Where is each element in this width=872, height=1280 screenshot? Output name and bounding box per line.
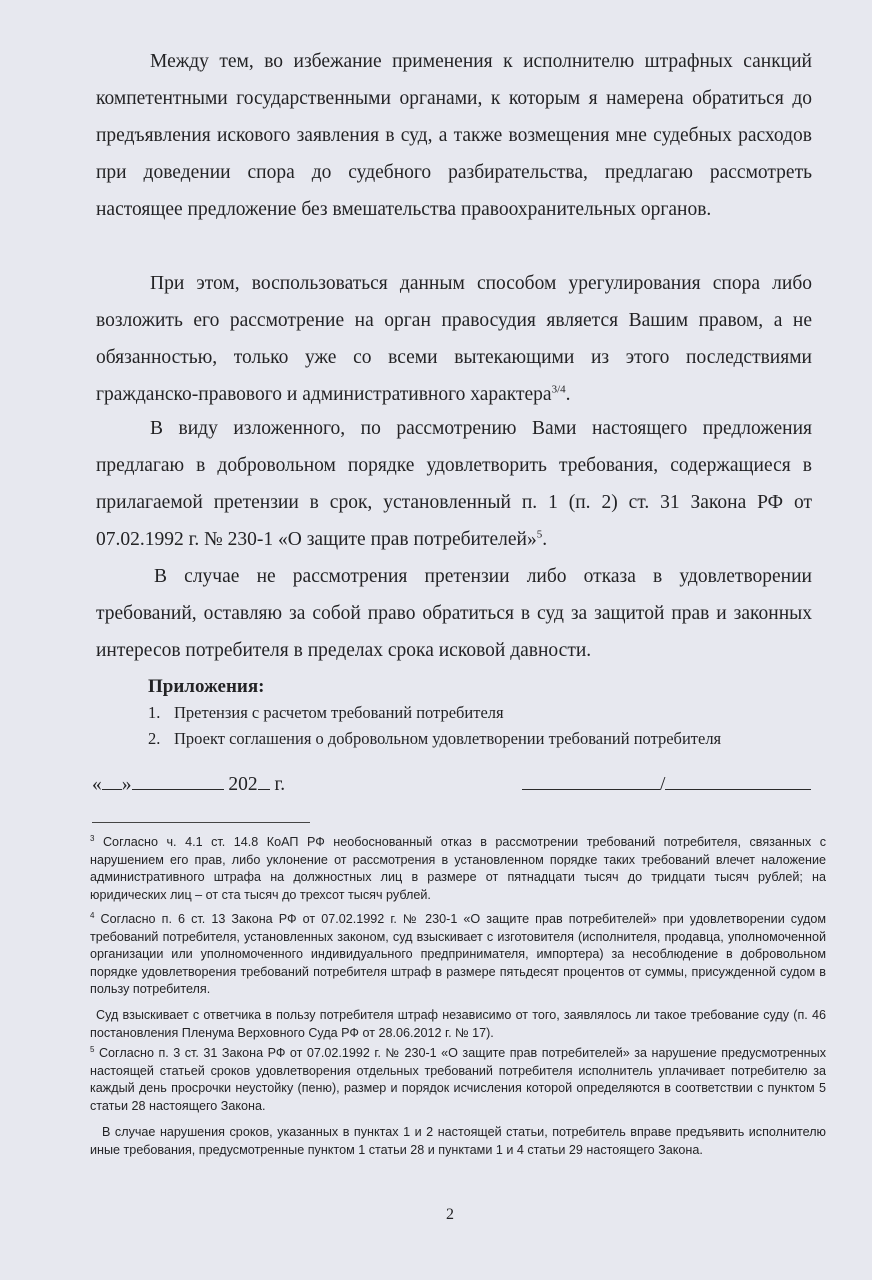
paragraph-4: В случае не рассмотрения претензии либо отказа в удовлетворении требований, оставляю за собой право обратиться в суд за защитой прав и законных интересов потребителя в пределах срока исковой давности.	[96, 566, 812, 661]
day-blank	[102, 771, 122, 790]
paragraph-2: При этом, воспользоваться данным способом урегулирования спора либо возложить его рассмотрение на орган правосудия является Вашим правом, а не обязанностью, только уже со всеми вытекающими из этого последствиями гражданско-правового и административного характера$^{3/4}$.	[96, 273, 812, 405]
signature-blank	[522, 771, 660, 790]
footnote-ref-5: 5	[536, 528, 543, 541]
attachments-title: Приложения:	[148, 676, 265, 697]
footnote-3: $^3$ Согласно ч. 4.1 ст. 14.8 КоАП РФ необоснованный отказ в рассмотрении требований потребителя, связанных с нарушением его прав, либо уклонение от рассмотрения в установленном порядке таких требований влечет наложение административного штрафа на должностных лиц в размере от пятнадцати тысяч до тридцати тысяч рублей; на юридических лиц – от ста тысяч до трехсот тысяч рублей.	[90, 833, 826, 902]
footnote-5: $^5$ Согласно п. 3 ст. 31 Закона РФ от 07.02.1992 г. № 230-1 «О защите прав потребителей» за нарушение предусмотренных настоящей статьей сроков удовлетворения отдельных требований потребителя исполнитель уплачивает потребителю за каждый день просрочки неустойку (пеню), размер и порядок исчисления которой определяются в соответствии с пунктом 5 статьи 28 настоящего Закона.	[90, 1044, 826, 1113]
date-line: « » 202 г.	[92, 771, 285, 796]
signature-line: /	[522, 771, 811, 796]
attachment-item: 2. Проект соглашения о добровольном удовлетворении требований потребителя	[148, 729, 722, 748]
attachments-list	[148, 700, 721, 752]
footnote-ref-3-4: 3/4	[551, 383, 566, 396]
footnote-5-cont: В случае нарушения сроков, указанных в пунктах 1 и 2 настоящей статьи, потребитель вправе предъявить исполнителю иные требования, предусмотренные пунктом 1 статьи 28 и пунктами 1 и 4 статьи 29 настоящего Закона.	[90, 1125, 826, 1157]
footnote-4-cont: Суд взыскивает с ответчика в пользу потребителя штраф независимо от того, заявлялось ли такое требование суду (п. 46 постановления Пленума Верховного Суда РФ от 28.06.2012 г. № 17).	[90, 1008, 826, 1040]
page-number: 2	[446, 1206, 454, 1223]
paragraph-3: В виду изложенного, по рассмотрению Вами настоящего предложения предлагаю в добровольном порядке удовлетворить требования, содержащиеся в прилагаемой претензии в срок, установленный п. 1 (п. 2) ст. 31 Закона РФ от 07.02.1992 г. № 230-1 «О защите прав потребителей»$^5$.	[96, 418, 812, 550]
month-blank	[132, 771, 224, 790]
paragraph-1: Между тем, во избежание применения к исполнителю штрафных санкций компетентными государственными органами, к которым я намерена обратиться до предъявления искового заявления в суд, а также возмещения мне судебных расходов при доведении спора до судебного разбирательства, предлагаю рассмотреть настоящее предложение без вмешательства правоохранительных органов.	[96, 51, 812, 220]
name-blank	[665, 771, 811, 790]
footnote-separator	[92, 822, 310, 823]
footnote-4: $^4$ Согласно п. 6 ст. 13 Закона РФ от 07.02.1992 г. № 230-1 «О защите прав потребителей» при удовлетворении судом требований потребителя, установленных законом, суд взыскивает с изготовителя (исполнителя, продавца, уполномоченной организации или уполномоченного индивидуального предпринимателя, импортера) за несоблюдение в добровольном порядке удовлетворения требований потребителя штраф в размере пятьдесят процентов от суммы, присужденной судом в пользу потребителя.	[90, 910, 826, 997]
attachment-item: 1. Претензия с расчетом требований потребителя	[148, 703, 504, 722]
year-blank	[258, 771, 270, 790]
